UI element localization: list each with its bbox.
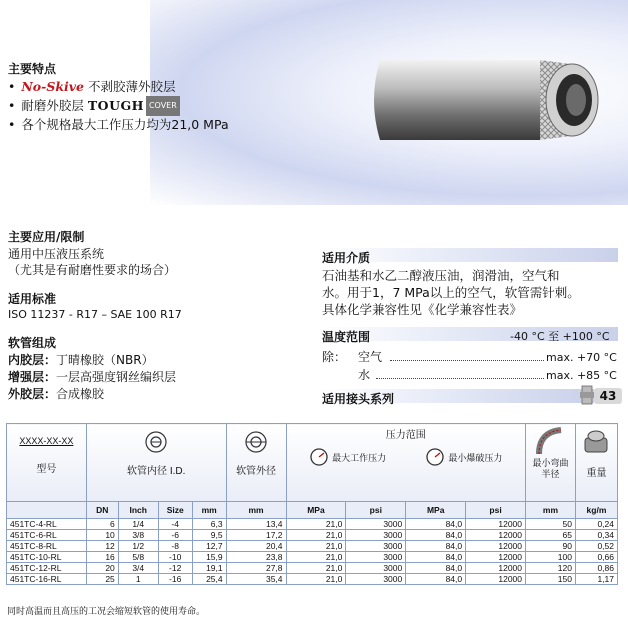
temperature-water-label: 水 (358, 368, 371, 382)
applications-line2: （尤其是有耐磨性要求的场合） (8, 263, 177, 277)
table-cell: -16 (158, 574, 192, 585)
inner-diameter-icon (144, 430, 168, 454)
table-cell: 12000 (466, 519, 526, 530)
table-cell: 25 (86, 574, 118, 585)
temperature-water-value: max. +85 °C (546, 369, 617, 382)
table-cell: 21,0 (286, 574, 346, 585)
applications-title: 主要应用/限制 (8, 230, 85, 244)
table-cell: -4 (158, 519, 192, 530)
table-cell: 84,0 (406, 563, 466, 574)
table-cell: 1/2 (118, 541, 158, 552)
table-cell: 12000 (466, 574, 526, 585)
table-cell: 25,4 (192, 574, 226, 585)
table-cell: -6 (158, 530, 192, 541)
table-cell: 451TC-8-RL (7, 541, 87, 552)
table-cell: 150 (526, 574, 576, 585)
table-cell: 120 (526, 563, 576, 574)
media-line1: 石油基和水乙二醇液压油，润滑油，空气和 (322, 268, 560, 283)
table-cell: 12000 (466, 541, 526, 552)
table-cell: 65 (526, 530, 576, 541)
table-cell: 451TC-10-RL (7, 552, 87, 563)
table-cell: 451TC-6-RL (7, 530, 87, 541)
footnote: 同时高温而且高压的工况会缩短软管的使用寿命。 (7, 607, 206, 617)
table-cell: 13,4 (226, 519, 286, 530)
table-cell: 0,66 (575, 552, 617, 563)
table-row (7, 552, 618, 563)
table-row (7, 574, 618, 585)
table-cell: 35,4 (226, 574, 286, 585)
table-cell: -8 (158, 541, 192, 552)
table-cell: 10 (86, 530, 118, 541)
hose-image (350, 40, 620, 160)
media-line2: 水。用于1，7 MPa以上的空气，软管需针刺。 (322, 285, 580, 300)
model-header: XXXX-XX-XX 型号 (7, 424, 87, 502)
table-cell: 12000 (466, 563, 526, 574)
table-cell: 15,9 (192, 552, 226, 563)
feature-item: • 各个规格最大工作压力均为21,0 MPa (8, 116, 229, 134)
cover-logo: COVER (146, 96, 180, 116)
table-cell: 3/8 (118, 530, 158, 541)
od-header: 软管外径 (226, 424, 286, 502)
burst-gauge-icon (425, 447, 445, 467)
table-cell: 12,7 (192, 541, 226, 552)
table-cell: 21,0 (286, 552, 346, 563)
table-cell: 90 (526, 541, 576, 552)
table-cell: 17,2 (226, 530, 286, 541)
table-cell: 50 (526, 519, 576, 530)
table-cell: 100 (526, 552, 576, 563)
standards-title: 适用标准 (8, 292, 57, 306)
leader-dots (390, 360, 544, 361)
weight-header: 重量 (575, 424, 617, 502)
table-cell: 12 (86, 541, 118, 552)
table-cell: 9,5 (192, 530, 226, 541)
table-cell: 1,17 (575, 574, 617, 585)
table-cell: 451TC-12-RL (7, 563, 87, 574)
table-cell: 27,8 (226, 563, 286, 574)
table-cell: -12 (158, 563, 192, 574)
pressure-header: 压力范围 最大工作压力 最小爆破压力 (286, 424, 525, 502)
spec-table (6, 423, 618, 585)
table-cell: 0,86 (575, 563, 617, 574)
tough-logo: TOUGH (87, 98, 144, 113)
table-cell: 0,24 (575, 519, 617, 530)
table-cell: -10 (158, 552, 192, 563)
table-cell: 21,0 (286, 563, 346, 574)
table-cell: 3000 (346, 574, 406, 585)
temperature-except: 除： (322, 350, 347, 364)
temperature-range: -40 °C 至 +100 °C (510, 330, 610, 343)
table-cell: 21,0 (286, 519, 346, 530)
outer-diameter-icon (244, 430, 268, 454)
table-cell: 0,34 (575, 530, 617, 541)
table-cell: 12000 (466, 530, 526, 541)
table-cell: 3000 (346, 541, 406, 552)
media-title: 适用介质 (322, 251, 371, 265)
table-cell: 451TC-16-RL (7, 574, 87, 585)
table-cell: 20 (86, 563, 118, 574)
construction-inner: 内胶层：丁晴橡胶（NBR） (8, 353, 154, 367)
table-cell: 23,8 (226, 552, 286, 563)
fitting-series-badge: 43 (594, 388, 622, 404)
bend-radius-icon (535, 426, 565, 456)
construction-reinforcement: 增强层：一层高强度钢丝编织层 (8, 370, 177, 384)
table-cell: 5/8 (118, 552, 158, 563)
temperature-air-label: 空气 (358, 350, 383, 364)
table-cell: 12000 (466, 552, 526, 563)
table-cell: 3000 (346, 552, 406, 563)
id-header: 软管内径 I.D. (86, 424, 226, 502)
table-cell: 3000 (346, 563, 406, 574)
table-row (7, 563, 618, 574)
fitting-icon (580, 384, 594, 406)
feature-item: • 耐磨外胶层 TOUGH COVER (8, 96, 229, 116)
table-cell: 3000 (346, 519, 406, 530)
fittings-title: 适用接头系列 (322, 392, 395, 406)
table-cell: 1 (118, 574, 158, 585)
units-row: DN Inch Size mm mm MPa psi MPa psi mm kg/m (7, 502, 618, 519)
feature-item: • No-Skive 不剥胶薄外胶层 (8, 78, 229, 96)
table-cell: 84,0 (406, 574, 466, 585)
table-cell: 20,4 (226, 541, 286, 552)
table-cell: 84,0 (406, 519, 466, 530)
pressure-gauge-icon (309, 447, 329, 467)
table-cell: 0,52 (575, 541, 617, 552)
table-row (7, 519, 618, 530)
table-row (7, 530, 618, 541)
table-row (7, 541, 618, 552)
bend-header: 最小弯曲半径 (526, 424, 576, 502)
no-skive-logo: No-Skive (21, 79, 84, 94)
temperature-title: 温度范围 (322, 330, 371, 344)
leader-dots (376, 378, 544, 379)
construction-outer: 外胶层：合成橡胶 (8, 387, 105, 401)
table-cell: 3000 (346, 530, 406, 541)
table-cell: 6,3 (192, 519, 226, 530)
table-cell: 21,0 (286, 541, 346, 552)
table-cell: 451TC-4-RL (7, 519, 87, 530)
table-cell: 16 (86, 552, 118, 563)
table-cell: 1/4 (118, 519, 158, 530)
table-cell: 6 (86, 519, 118, 530)
standards-text: ISO 11237 - R17 – SAE 100 R17 (8, 308, 182, 321)
table-cell: 19,1 (192, 563, 226, 574)
table-cell: 84,0 (406, 530, 466, 541)
applications-line1: 通用中压液压系统 (8, 247, 105, 261)
features-title: 主要特点 (8, 62, 57, 76)
temperature-air-value: max. +70 °C (546, 351, 617, 364)
construction-title: 软管组成 (8, 336, 57, 350)
table-cell: 3/4 (118, 563, 158, 574)
weight-icon (581, 428, 611, 454)
media-line3: 具体化学兼容性见《化学兼容性表》 (322, 302, 523, 317)
table-cell: 21,0 (286, 530, 346, 541)
features-list (8, 78, 229, 134)
table-cell: 84,0 (406, 552, 466, 563)
table-cell: 84,0 (406, 541, 466, 552)
